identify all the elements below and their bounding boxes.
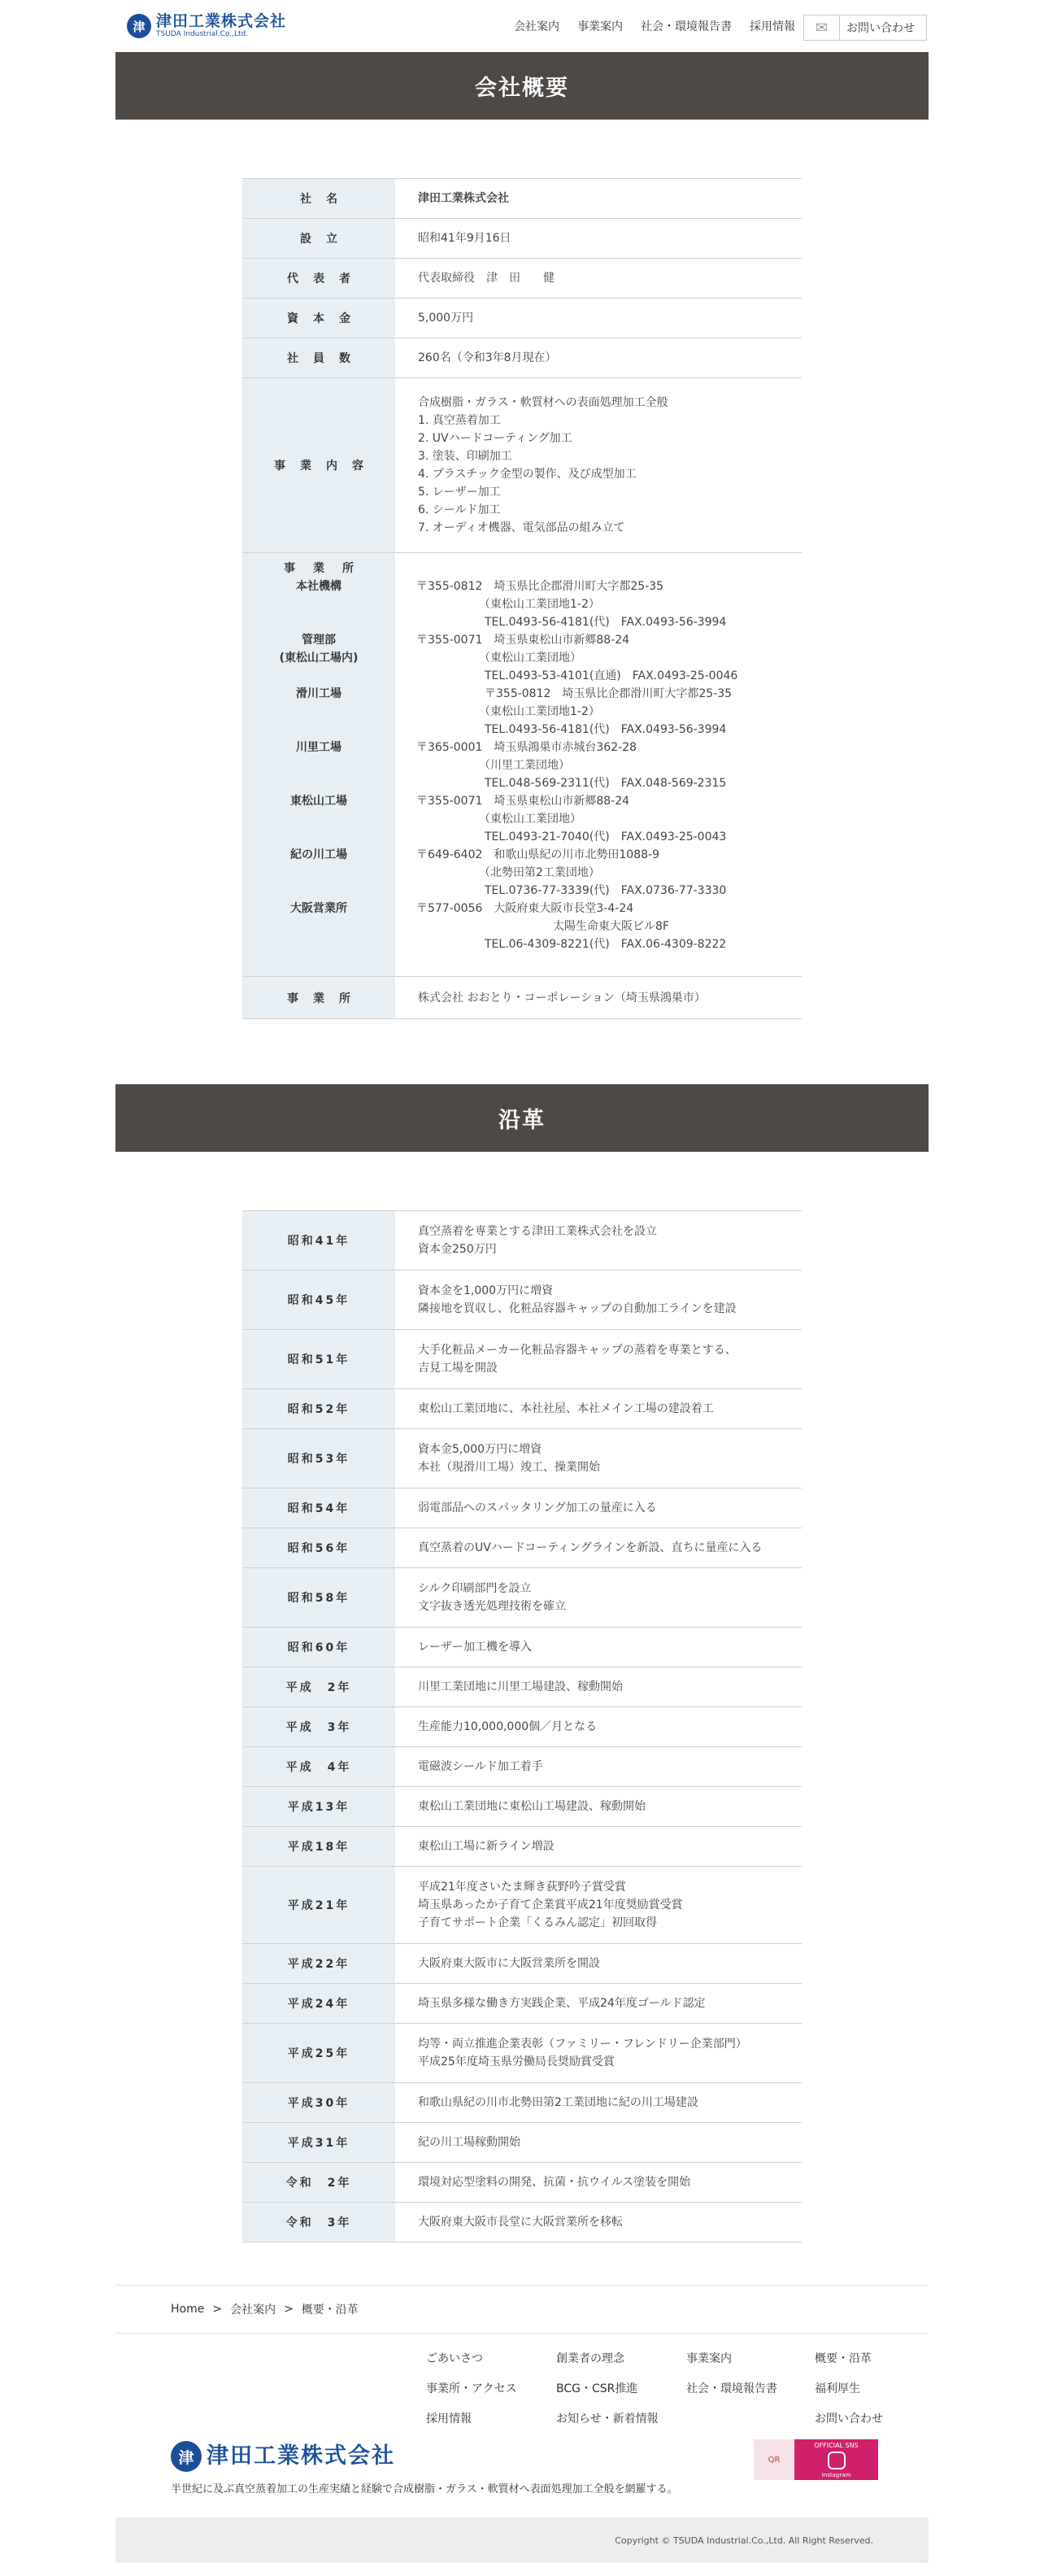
table-row: [242, 1628, 802, 1667]
office-address: 〒355-0812 埼玉県比企郡滑川町大字都25-35 （東松山工業団地1-2） TEL.0493-56-4181(代) FAX.0493-56-3994: [416, 580, 727, 629]
history-year: 昭和56年: [287, 1542, 350, 1555]
history-text: シルク印刷部門を設立 文字抜き透光処理技術を確立: [395, 1568, 802, 1628]
history-year: 平成 2年: [285, 1681, 352, 1694]
table-row: [242, 1489, 802, 1528]
table-row: [242, 1707, 802, 1747]
table-row: [242, 977, 802, 1019]
office-item: [242, 631, 802, 685]
office-name: 本社機構: [296, 580, 341, 593]
office-list: [242, 578, 802, 953]
footer-link[interactable]: 概要・沿革: [815, 2352, 872, 2365]
office-item: [242, 739, 802, 792]
footer-link[interactable]: お問い合わせ: [815, 2413, 883, 2426]
table-row: [242, 1389, 802, 1429]
table-row: [242, 378, 802, 553]
history-year: 昭和41年: [287, 1235, 350, 1248]
table-row: [242, 2203, 802, 2243]
history-year: 昭和52年: [287, 1403, 350, 1416]
office-name: 東松山工場: [290, 795, 347, 808]
footer-link[interactable]: 福利厚生: [815, 2382, 860, 2395]
footer-logo[interactable]: [171, 2441, 395, 2472]
logo-mark-icon: 津: [127, 14, 151, 38]
office-address: 〒365-0001 埼玉県鴻巣市赤城台362-28 （川里工業団地） TEL.048-569-2311(代) FAX.048-569-2315: [416, 741, 727, 790]
history-text: 生産能力10,000,000個／月となる: [395, 1707, 802, 1747]
history-year: 昭和51年: [287, 1353, 350, 1366]
history-text: 資本金を1,000万円に増資 隣接地を買収し、化粧品容器キャップの自動加工ラインを建設: [395, 1271, 802, 1330]
office-item: [242, 792, 802, 846]
history-year: 昭和60年: [287, 1641, 350, 1654]
history-text: レーザー加工機を導入: [395, 1628, 802, 1667]
history-year: 昭和54年: [287, 1502, 350, 1515]
history-year: 昭和45年: [287, 1294, 350, 1307]
history-year: 平成25年: [287, 2047, 350, 2060]
table-row: [242, 1944, 802, 1984]
qr-code-icon: QR: [754, 2439, 794, 2480]
office-name: 管理部 (東松山工場内): [279, 634, 359, 665]
nav-business[interactable]: 事業案内: [577, 20, 623, 33]
table-row: [242, 219, 802, 259]
copyright: Copyright © TSUDA Industrial.Co.,Ltd. All Right Reserved.: [115, 2517, 929, 2563]
row-label: 事業内容: [274, 460, 378, 473]
footer-link[interactable]: 事業所・アクセス: [426, 2382, 517, 2395]
history-year: 平成 3年: [285, 1721, 352, 1734]
history-text: 紀の川工場稼動開始: [395, 2123, 802, 2163]
history-year: 平成24年: [287, 1998, 350, 2011]
footer-logo-name: 津田工業株式会社: [207, 2443, 395, 2469]
footer-link[interactable]: お知らせ・新着情報: [556, 2413, 659, 2426]
row-label: 社員数: [287, 352, 365, 365]
table-row: [242, 1787, 802, 1827]
row-label: 資本金: [287, 312, 365, 325]
history-text: 東松山工業団地に東松山工場建設、稼動開始: [395, 1787, 802, 1827]
history-text: 電磁波シールド加工着手: [395, 1747, 802, 1787]
history-text: 川里工業団地に川里工場建設、稼動開始: [395, 1667, 802, 1707]
history-year: 令和 2年: [285, 2177, 352, 2190]
table-row: [242, 2024, 802, 2083]
history-title: 沿革: [115, 1084, 929, 1152]
table-row: [242, 1330, 802, 1389]
history-year: 平成 4年: [285, 1761, 352, 1774]
row-label: 代表者: [287, 272, 365, 285]
nav-recruit[interactable]: 採用情報: [750, 20, 795, 33]
nav-company[interactable]: 会社案内: [514, 20, 559, 33]
capital: 5,000万円: [395, 299, 802, 338]
contact-button[interactable]: [803, 15, 927, 41]
table-row: [242, 553, 802, 977]
table-row: [242, 1528, 802, 1568]
table-row: [242, 338, 802, 378]
office-item: [242, 900, 802, 953]
footer-link[interactable]: 採用情報: [426, 2413, 472, 2426]
history-year: 平成18年: [287, 1841, 350, 1854]
contact-label: お問い合わせ: [846, 22, 915, 35]
established: 昭和41年9月16日: [395, 219, 802, 259]
footer-link-empty: [686, 2410, 815, 2426]
representative: 代表取締役 津 田 健: [395, 259, 802, 299]
history-text: 環境対応型塗料の開発、抗菌・抗ウイルス塗装を開始: [395, 2163, 802, 2203]
business-content: 合成樹脂・ガラス・軟質材への表面処理加工全般 1. 真空蒸着加工 2. UVハードコーティング加工 3. 塗装、印刷加工 4. プラスチック金型の製作、及び成型加工 5. レーザー加工 6. シールド加工 7. オーディオ機器、電気部品の組み立て: [395, 378, 802, 553]
office-name: 川里工場: [296, 741, 341, 754]
history-text: 真空蒸着のUVハードコーティングラインを新設、直ちに量産に入る: [395, 1528, 802, 1568]
table-row: [242, 2083, 802, 2123]
breadcrumb-company[interactable]: 会社案内: [230, 2304, 276, 2317]
history-year: 平成22年: [287, 1958, 350, 1971]
mail-icon: ✉: [804, 15, 840, 40]
table-row: [242, 2123, 802, 2163]
row-label: 設立: [300, 233, 352, 246]
office-name: 滑川工場: [296, 687, 341, 700]
footer-link[interactable]: BCG・CSR推進: [556, 2382, 638, 2395]
office-name: 大阪営業所: [290, 902, 347, 915]
history-text: 埼玉県多様な働き方実践企業、平成24年度ゴールド認定: [395, 1984, 802, 2024]
history-text: 東松山工業団地に、本社社屋、本社メイン工場の建設着工: [395, 1389, 802, 1429]
history-text: 大手化粧品メーカー化粧品容器キャップの蒸着を専業とする、 吉見工場を開設: [395, 1330, 802, 1389]
footer-tagline: 半世紀に及ぶ真空蒸着加工の生産実績と経験で合成樹脂・ガラス・軟質材へ表面処理加工全般を網羅する。: [171, 2483, 678, 2495]
history-year: 平成13年: [287, 1801, 350, 1814]
history-text: 東松山工場に新ライン増設: [395, 1827, 802, 1867]
breadcrumb-home[interactable]: Home: [171, 2303, 205, 2316]
history-year: 平成21年: [287, 1899, 350, 1912]
footer-nav-area: [115, 2350, 929, 2439]
history-year: 昭和58年: [287, 1592, 350, 1605]
table-row: [242, 1211, 802, 1271]
history-text: 弱電部品へのスパッタリング加工の量産に入る: [395, 1489, 802, 1528]
offices-label: 事業所: [284, 562, 372, 575]
table-row: [242, 1271, 802, 1330]
company-name: 津田工業株式会社: [395, 179, 802, 219]
table-row: [242, 1568, 802, 1628]
history-text: 大阪府東大阪市長堂に大阪営業所を移転: [395, 2203, 802, 2243]
insta-top-label: OFFICIAL SNS: [814, 2441, 859, 2449]
footer-link[interactable]: 社会・環境報告書: [686, 2382, 777, 2395]
breadcrumb-sep: >: [212, 2303, 223, 2316]
footer-link[interactable]: 創業者の理念: [556, 2352, 624, 2365]
breadcrumb-sep: >: [284, 2303, 294, 2316]
logo-sub: TSUDA Industrial.Co.,Ltd.: [156, 30, 249, 38]
table-row: [242, 299, 802, 338]
table-row: [242, 1667, 802, 1707]
site-header: [115, 0, 929, 52]
footer-nav: [426, 2350, 929, 2426]
history-text: 大阪府東大阪市に大阪営業所を開設: [395, 1944, 802, 1984]
breadcrumb: [115, 2285, 929, 2334]
logo-name: 津田工業株式会社: [156, 12, 287, 30]
related-company: 株式会社 おおとり・コーポレーション（埼玉県鴻巣市）: [395, 977, 802, 1019]
history-text: 和歌山県紀の川市北勢田第2工業団地に紀の川工場建設: [395, 2083, 802, 2123]
footer-brand: [115, 2439, 929, 2517]
overview-table: [242, 178, 802, 1019]
overview-title: 会社概要: [115, 52, 929, 120]
footer-link[interactable]: 事業案内: [686, 2352, 732, 2365]
employees: 260名（令和3年8月現在）: [395, 338, 802, 378]
footer-link[interactable]: ごあいさつ: [426, 2352, 483, 2365]
table-row: [242, 179, 802, 219]
sns-area: [754, 2439, 878, 2480]
row-label: 事業所: [287, 992, 365, 1005]
office-address: 〒355-0812 埼玉県比企郡滑川町大字都25-35 （東松山工業団地1-2） TEL.0493-56-4181(代) FAX.0493-56-3994: [484, 687, 733, 736]
table-row: [242, 2163, 802, 2203]
history-table: [242, 1210, 802, 2243]
table-row: [242, 1827, 802, 1867]
nav-report[interactable]: 社会・環境報告書: [641, 20, 732, 33]
row-label: 社名: [300, 193, 352, 206]
global-nav: [514, 18, 795, 34]
office-address: 〒355-0071 埼玉県東松山市新郷88-24 （東松山工業団地） TEL.0493-53-4101(直通) FAX.0493-25-0046: [416, 634, 738, 682]
instagram-icon: [828, 2452, 846, 2469]
office-address: 〒649-6402 和歌山県紀の川市北勢田1088-9 （北勢田第2工業団地） TEL.0736-77-3339(代) FAX.0736-77-3330: [416, 848, 727, 897]
history-year: 令和 3年: [285, 2216, 352, 2229]
table-row: [242, 1429, 802, 1489]
table-row: [242, 259, 802, 299]
office-item: [242, 578, 802, 631]
breadcrumb-current: 概要・沿革: [301, 2304, 359, 2317]
office-name: 紀の川工場: [290, 848, 347, 861]
site-logo[interactable]: [127, 13, 286, 39]
history-text: 資本金5,000万円に増資 本社（現滑川工場）竣工、操業開始: [395, 1429, 802, 1489]
office-item: [242, 685, 802, 739]
instagram-link[interactable]: [794, 2439, 878, 2480]
history-text: 平成21年度さいたま輝き荻野吟子賞受賞 埼玉県あったか子育て企業賞平成21年度奨励賞受賞 子育てサポート企業「くるみん認定」初回取得: [395, 1867, 802, 1944]
history-year: 平成31年: [287, 2137, 350, 2150]
history-text: 均等・両立推進企業表彰（ファミリー・フレンドリー企業部門） 平成25年度埼玉県労働局長奨励賞受賞: [395, 2024, 802, 2083]
office-address: 〒355-0071 埼玉県東松山市新郷88-24 （東松山工業団地） TEL.0493-21-7040(代) FAX.0493-25-0043: [416, 795, 727, 843]
history-text: 真空蒸着を専業とする津田工業株式会社を設立 資本金250万円: [395, 1211, 802, 1271]
office-address: 〒577-0056 大阪府東大阪市長堂3-4-24 太陽生命東大阪ビル8F TEL.06-4309-8221(代) FAX.06-4309-8222: [416, 902, 727, 951]
insta-bottom-label: Instagram: [821, 2471, 851, 2478]
table-row: [242, 1984, 802, 2024]
history-year: 平成30年: [287, 2097, 350, 2110]
table-row: [242, 1867, 802, 1944]
table-row: [242, 1747, 802, 1787]
history-year: 昭和53年: [287, 1453, 350, 1466]
office-item: [242, 846, 802, 900]
logo-mark-icon: 津: [171, 2441, 202, 2472]
